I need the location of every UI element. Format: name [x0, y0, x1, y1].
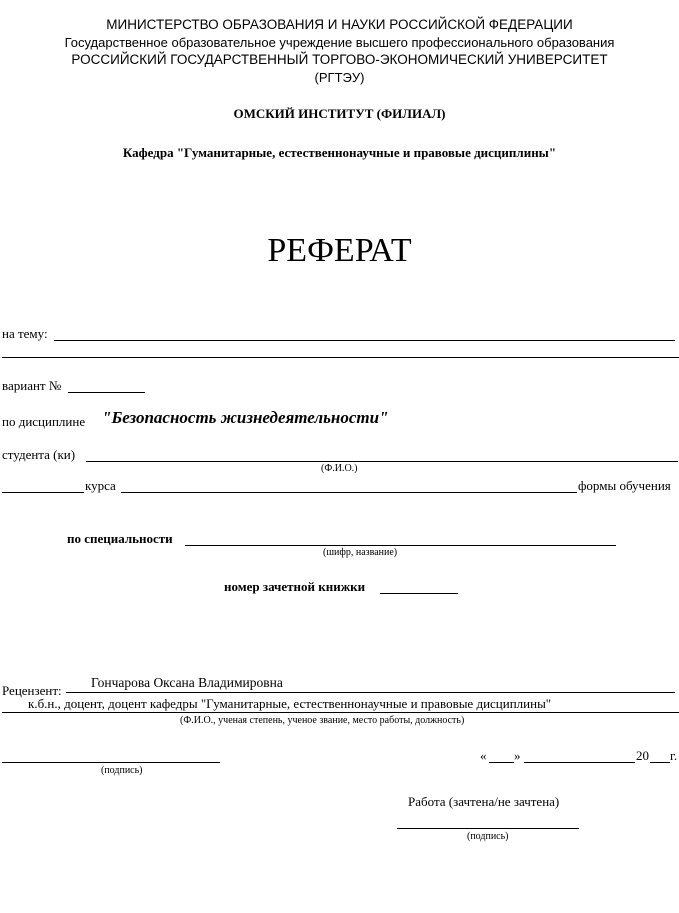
university-name: РОССИЙСКИЙ ГОСУДАРСТВЕННЫЙ ТОРГОВО-ЭКОНОМИЧЕСКИЙ УНИВЕРСИТЕТ [71, 52, 608, 67]
course-label: курса [85, 478, 116, 493]
fio-caption: (Ф.И.О.) [321, 463, 358, 474]
variant-label: вариант № [2, 378, 62, 393]
status-label: Работа (зачтена/не зачтена) [408, 794, 560, 809]
document-title: РЕФЕРАТ [267, 232, 412, 269]
reviewer-name: Гончарова Оксана Владимировна [91, 675, 283, 690]
specialty-line[interactable] [185, 545, 616, 546]
reviewer-caption: (Ф.И.О., ученая степень, ученое звание, место работы, должность) [180, 715, 465, 726]
student-name-line[interactable] [86, 461, 678, 462]
date-day-line[interactable] [489, 762, 514, 763]
reviewer-signature-line[interactable] [2, 762, 220, 763]
reviewer-details-line[interactable] [2, 712, 679, 713]
student-label: студента (ки) [2, 447, 76, 462]
topic-label: на тему: [2, 326, 48, 341]
course-number-line[interactable] [2, 492, 84, 493]
date-open-quote: « [480, 748, 487, 763]
topic-line[interactable] [54, 340, 675, 341]
reviewer-name-line[interactable] [66, 692, 675, 693]
status-signature-caption: (подпись) [467, 831, 509, 842]
study-form-line[interactable] [121, 492, 577, 493]
specialty-label: по специальности [67, 531, 173, 546]
record-book-line[interactable] [380, 593, 458, 594]
date-year-line[interactable] [650, 762, 670, 763]
date-month-line[interactable] [524, 762, 635, 763]
status-signature-line[interactable] [397, 828, 579, 829]
record-book-label: номер зачетной книжки [224, 579, 366, 594]
discipline-value: "Безопасность жизнедеятельности" [102, 408, 389, 427]
reviewer-label: Рецензент: [2, 683, 62, 698]
university-abbreviation: (РГТЭУ) [314, 70, 365, 85]
institute-name: ОМСКИЙ ИНСТИТУТ (ФИЛИАЛ) [233, 106, 446, 121]
date-year-prefix: 20 [636, 748, 649, 763]
topic-line-2[interactable] [2, 357, 679, 358]
reviewer-details: к.б.н., доцент, доцент кафедры "Гуманитарные, естественнонаучные и правовые дисциплины" [28, 696, 552, 711]
variant-line[interactable] [68, 392, 145, 393]
reviewer-signature-caption: (подпись) [101, 765, 143, 776]
specialty-caption: (шифр, название) [323, 547, 398, 558]
study-form-label: формы обучения [578, 478, 671, 493]
ministry-name: МИНИСТЕРСТВО ОБРАЗОВАНИЯ И НАУКИ РОССИЙСКОЙ ФЕДЕРАЦИИ [106, 17, 573, 32]
discipline-label: по дисциплине [2, 414, 86, 429]
date-year-suffix: г. [670, 748, 678, 763]
department-name: Кафедра "Гуманитарные, естественнонаучные и правовые дисциплины" [122, 145, 557, 160]
date-close-quote: » [514, 748, 521, 763]
institution-type: Государственное образовательное учреждение высшего профессионального образования [64, 35, 615, 50]
